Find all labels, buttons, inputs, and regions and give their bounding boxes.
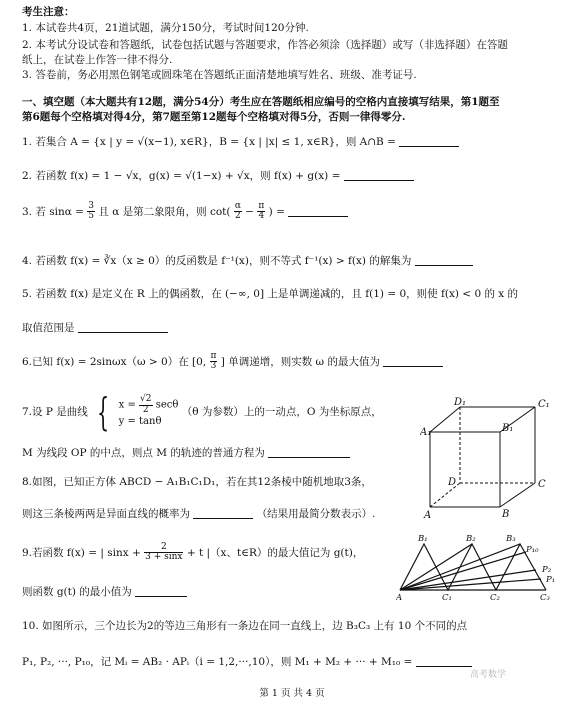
answer-blank-8	[193, 508, 253, 519]
equation-y: y = tanθ	[118, 415, 162, 427]
question-2	[22, 170, 568, 183]
answer-blank-1	[399, 136, 459, 147]
cube-figure	[420, 395, 570, 520]
notice-item-1: 1. 本试卷共4页，21道试题，满分150分，考试时间120分钟.	[22, 22, 309, 34]
triangles-figure	[396, 532, 576, 602]
section-title-2: 第6题每个空格填对得4分，第7题至第12题每个空格填对得5分，否则一律得零分.	[22, 111, 406, 123]
label-a: A	[424, 510, 432, 520]
frac-num: 2	[144, 543, 183, 553]
label-c3-tri: C₃	[540, 593, 550, 602]
frac-den: 4	[258, 211, 265, 222]
question-8-line2	[22, 508, 376, 521]
question-7-post: （θ 为参数）上的一动点，O 为坐标原点，	[181, 406, 382, 418]
question-3-text: 3. 若 sinα =	[22, 205, 84, 218]
question-8-note: （结果用最简分数表示）.	[256, 508, 376, 520]
question-5-line1: 5. 若函数 f(x) 是定义在 R 上的偶函数，在 (−∞, 0] 上是单调递减的，且 f(1) = 0，则使 f(x) < 0 的 x 的	[22, 288, 519, 300]
label-b2-tri: B₂	[466, 534, 476, 544]
fraction-3-5	[87, 202, 95, 222]
label-c: C	[538, 479, 546, 490]
frac-den: 3 + sinx	[145, 552, 183, 563]
label-a1: A₁	[420, 427, 432, 438]
label-p10: P₁₀	[526, 545, 539, 555]
question-7-line2	[22, 447, 350, 460]
question-7	[22, 390, 382, 434]
frac-den: 3	[210, 361, 217, 372]
question-5-text: 取值范围是	[22, 322, 75, 334]
frac-den: 5	[88, 211, 95, 222]
equation-x	[119, 395, 179, 415]
label-c1: C₁	[538, 399, 550, 410]
frac-num: π	[258, 201, 265, 211]
notice-heading: 考生注意：	[22, 6, 75, 18]
label-a-tri: A	[396, 593, 403, 602]
answer-blank-5	[78, 322, 168, 333]
section-title-1: 一、填空题（本大题共有12题，满分54分）考生应在答题纸相应编号的空格内直接填写结果，第1题至	[22, 96, 500, 108]
answer-blank-7	[268, 447, 350, 458]
parametric-system	[119, 395, 179, 429]
label-c2-tri: C₂	[490, 593, 500, 602]
fraction-pi-4	[257, 202, 265, 222]
question-4-text: 4. 若函数 f(x) = ∛x（x ≥ 0）的反函数是 f⁻¹(x)，则不等式 f⁻¹(x) > f(x) 的解集为	[22, 255, 412, 267]
answer-blank-3	[288, 206, 348, 217]
question-9-end: + t |（x、t∈R）的最大值记为 g(t)，	[186, 546, 364, 559]
question-3-mid: 且 α 是第二象限角，则 cot(	[98, 205, 231, 218]
fraction-sqrt2-2	[139, 395, 152, 415]
label-b: B	[502, 509, 510, 520]
question-6-end: ] 单调递增，则实数 ω 的最大值为	[220, 355, 380, 368]
question-3-end: ) =	[268, 205, 285, 218]
frac-den: 2	[235, 211, 241, 222]
question-1	[22, 136, 568, 149]
notice-item-3: 3. 答卷前，务必用黑色钢笔或圆珠笔在答题纸正面清楚地填写姓名、班级、准考证号.	[22, 69, 417, 81]
label-b1-tri: B₁	[418, 534, 428, 544]
question-7-text2: M 为线段 OP 的中点，则点 M 的轨迹的普通方程为	[22, 447, 265, 459]
label-b3-tri: B₃	[506, 534, 516, 544]
question-9-text: 9.若函数 f(x) = | sinx +	[22, 546, 141, 559]
fraction-alpha-2	[234, 202, 242, 222]
answer-blank-4	[415, 255, 473, 266]
frac-num: √2	[140, 394, 152, 405]
question-6-text: 6.已知 f(x) = 2sinωx（ω > 0）在 [0,	[22, 355, 207, 368]
page-footer: 第 1 页 共 4 页	[259, 688, 325, 699]
question-8-line1: 8.如图，已知正方体 ABCD − A₁B₁C₁D₁，若在其12条棱中随机地取3条，	[22, 476, 372, 488]
question-9-line2	[22, 586, 187, 599]
system-brace: {	[97, 390, 110, 434]
question-9-text2: 则函数 g(t) 的最小值为	[22, 586, 132, 598]
label-c1-tri: C₁	[442, 593, 452, 602]
answer-blank-10	[416, 656, 472, 667]
question-10-line1: 10. 如图所示，三个边长为2的等边三角形有一条边在同一直线上，边 B₃C₃ 上有 10 个不同的点	[22, 620, 468, 632]
question-1-text: 1. 若集合 A = {x | y = √(x−1), x∈R}，B = {x | |x| ≤ 1, x∈R}，则 A∩B =	[22, 136, 396, 148]
question-7-text: 7.设 P 是曲线	[22, 406, 88, 418]
question-5-line2	[22, 322, 568, 335]
notice-item-2: 2. 本考试分设试卷和答题纸，试卷包括试题与答题要求，作答必须涂（选择题）或写（非选择题）在答题	[22, 39, 508, 51]
label-p1: P₁	[546, 575, 556, 585]
minus-sign: −	[245, 205, 255, 218]
frac-num: α	[234, 201, 241, 211]
eq-x-end: secθ	[155, 399, 179, 411]
frac-num: π	[210, 351, 217, 361]
frac-den: 2	[142, 404, 149, 415]
fraction-2-over	[144, 543, 183, 563]
answer-blank-9	[135, 586, 187, 597]
watermark: 高考数学	[470, 670, 507, 680]
label-b1: B₁	[502, 423, 514, 434]
question-3	[22, 202, 568, 222]
fraction-pi-3	[210, 352, 218, 372]
question-4	[22, 255, 568, 268]
label-d1: D₁	[454, 397, 467, 408]
question-10-line2	[22, 656, 568, 669]
frac-num: 3	[88, 201, 95, 211]
label-d: D	[448, 477, 457, 488]
notice-item-2-cont: 纸上，在试卷上作答一律不得分.	[22, 54, 173, 66]
question-9	[22, 543, 363, 563]
question-6	[22, 352, 568, 372]
answer-blank-2	[344, 170, 414, 181]
question-10-text: P₁, P₂, ···, P₁₀，记 Mᵢ = AB₂ · APᵢ（i = 1,2,···,10），则 M₁ + M₂ + ··· + M₁₀ =	[22, 656, 413, 668]
question-2-text: 2. 若函数 f(x) = 1 − √x，g(x) = √(1−x) + √x，则 f(x) + g(x) =	[22, 170, 341, 182]
label-p2: P₂	[542, 565, 552, 575]
answer-blank-6	[383, 356, 443, 367]
eq-x-pre: x =	[118, 399, 136, 411]
question-8-text: 则这三条棱两两是异面直线的概率为	[22, 508, 190, 520]
